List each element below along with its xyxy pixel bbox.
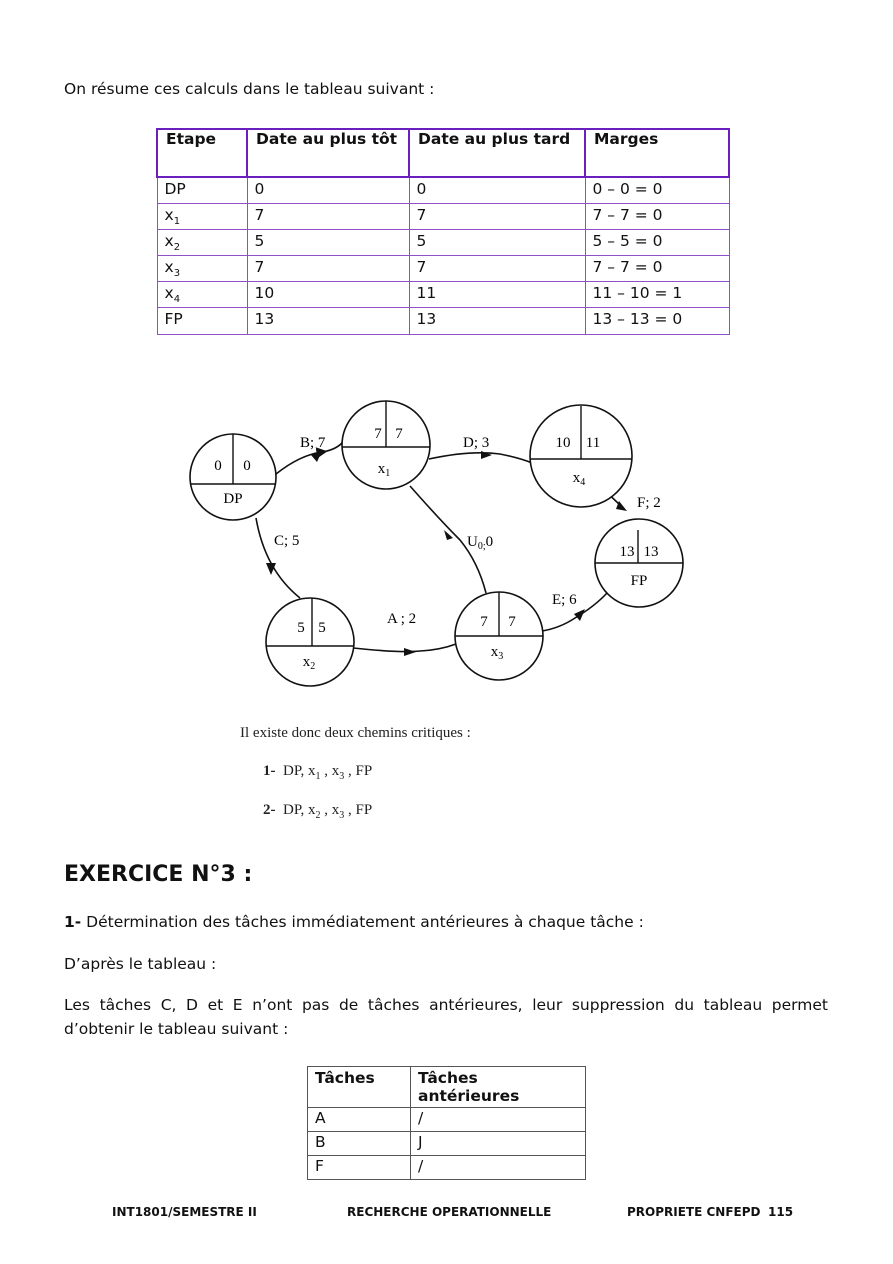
edge-label-f: F; 2 [637, 495, 661, 511]
arrowhead-a [404, 648, 416, 656]
step-name: FP [164, 310, 183, 329]
node-label: FP [630, 573, 648, 589]
step-number: 1- [64, 913, 82, 931]
edge-label-a: A ; 2 [387, 611, 417, 627]
header-margin: Marges [585, 129, 729, 177]
node-early: 7 [374, 426, 382, 442]
cell-late: 13 [409, 308, 585, 334]
node-dp [190, 434, 276, 520]
step-1-text [64, 913, 644, 931]
table-header-row [157, 129, 729, 177]
node-early: 5 [297, 620, 305, 636]
cell-early: 7 [247, 204, 409, 230]
cell-late: 7 [409, 256, 585, 282]
node-early: 10 [555, 435, 571, 451]
node-label: $x_1$ [377, 461, 391, 479]
cell-margin: 7 – 7 = 0 [585, 204, 729, 230]
cell-margin: 13 – 13 = 0 [585, 308, 729, 334]
cell-early: 13 [247, 308, 409, 334]
table-header-row [308, 1067, 586, 1108]
page-number: 115 [768, 1205, 794, 1219]
node-late: 13 [643, 544, 659, 560]
table-row [157, 177, 729, 204]
cell-early: 7 [247, 256, 409, 282]
cell-early: 0 [247, 177, 409, 204]
schedule-table [156, 128, 730, 335]
critical-title: Il existe donc deux chemins critiques : [240, 725, 471, 741]
node-x1 [342, 401, 430, 489]
cell-prev: J [411, 1132, 586, 1156]
cell-early: 5 [247, 230, 409, 256]
table-row [308, 1132, 586, 1156]
path-number: 1- [263, 763, 276, 779]
cell-late: 7 [409, 204, 585, 230]
node-x4 [530, 405, 632, 507]
cell-prev: / [411, 1108, 586, 1132]
cell-prev: / [411, 1156, 586, 1180]
edge-d [429, 453, 532, 463]
intro-text: On résume ces calculs dans le tableau suivant : [64, 80, 435, 98]
step-name: x [164, 258, 174, 277]
table-row [157, 282, 729, 308]
step-sub: 2 [173, 242, 181, 254]
header-prev: Tâches antérieures [411, 1067, 586, 1108]
node-early: 7 [480, 614, 488, 630]
edge-label-c: C; 5 [274, 533, 300, 549]
header-step: Etape [157, 129, 247, 177]
table-row [157, 308, 729, 334]
cell-task: A [308, 1108, 411, 1132]
after-table-text: D’après le tableau : [64, 955, 217, 973]
critical-path-1: 1- DP, $x_1$ , $x_3$ , FP [263, 763, 373, 782]
cell-late: 5 [409, 230, 585, 256]
edge-label-e: E; 6 [552, 592, 577, 608]
footer-right: PROPRIETE CNFEPD [627, 1205, 761, 1219]
step-name: x [164, 206, 174, 225]
header-early: Date au plus tôt [247, 129, 409, 177]
header-task: Tâches [308, 1067, 411, 1108]
edge-label-u: $U_{0;}0$ [467, 534, 494, 552]
path-number: 2- [263, 802, 276, 818]
table-row [308, 1156, 586, 1180]
table-row [157, 256, 729, 282]
header-late: Date au plus tard [409, 129, 585, 177]
node-late: 7 [508, 614, 516, 630]
cell-task: B [308, 1132, 411, 1156]
step-sub: 3 [173, 268, 181, 280]
footer-center: RECHERCHE OPERATIONNELLE [347, 1205, 552, 1219]
cell-late: 11 [409, 282, 585, 308]
cell-margin: 11 – 10 = 1 [585, 282, 729, 308]
node-fp [595, 519, 683, 607]
edge-c [256, 518, 300, 598]
cell-margin: 0 – 0 = 0 [585, 177, 729, 204]
node-early: 0 [214, 458, 222, 474]
node-label: $x_4$ [572, 470, 586, 488]
exercise-title: EXERCICE N°3 : [64, 862, 253, 887]
node-label: $x_3$ [490, 644, 504, 662]
arrowhead-e [574, 609, 585, 621]
node-early: 13 [619, 544, 635, 560]
node-label: DP [223, 491, 243, 507]
cell-step [157, 230, 247, 256]
cell-step [157, 204, 247, 230]
node-x2 [266, 598, 354, 686]
cell-step [157, 282, 247, 308]
tasks-table [307, 1066, 586, 1180]
edge-label-b: B; 7 [300, 435, 326, 451]
node-late: 11 [585, 435, 601, 451]
step-text: Détermination des tâches immédiatement antérieures à chaque tâche : [81, 913, 644, 931]
step-sub: 4 [173, 294, 181, 306]
node-late: 7 [395, 426, 403, 442]
cell-step [157, 308, 247, 334]
table-row [308, 1108, 586, 1132]
node-late: 0 [243, 458, 251, 474]
node-x3 [455, 592, 543, 680]
cell-step [157, 256, 247, 282]
edge-label-d: D; 3 [463, 435, 490, 451]
footer-left: INT1801/SEMESTRE II [112, 1205, 257, 1219]
node-late: 5 [318, 620, 326, 636]
cell-margin: 5 – 5 = 0 [585, 230, 729, 256]
table-row [157, 230, 729, 256]
pert-graph [180, 395, 700, 695]
cell-late: 0 [409, 177, 585, 204]
step-name: x [164, 284, 174, 303]
cell-margin: 7 – 7 = 0 [585, 256, 729, 282]
paragraph: Les tâches C, D et E n’ont pas de tâches antérieures, leur suppression du tableau permet d’obtenir le tableau suivant : [64, 996, 828, 1038]
table-row [157, 204, 729, 230]
cell-early: 10 [247, 282, 409, 308]
step-name: x [164, 232, 174, 251]
step-sub: 1 [173, 216, 181, 228]
step-name: DP [164, 180, 186, 198]
cell-task: F [308, 1156, 411, 1180]
cell-step [157, 177, 247, 204]
node-label: $x_2$ [302, 654, 316, 672]
critical-path-2: 2- DP, $x_2$ , $x_3$ , FP [263, 802, 373, 821]
